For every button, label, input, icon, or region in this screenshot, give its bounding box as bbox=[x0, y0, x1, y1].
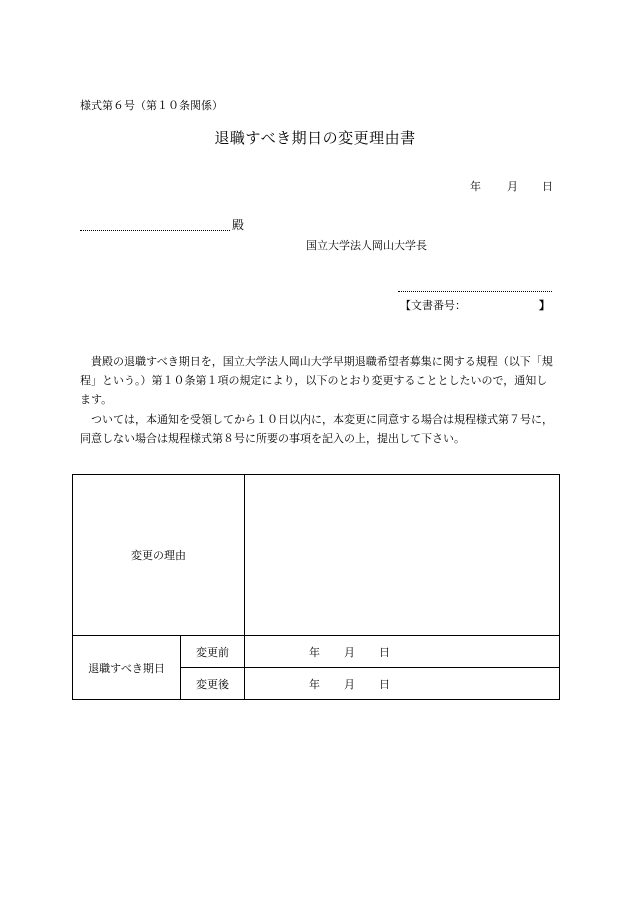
retirement-date-label: 退職すべき期日 bbox=[88, 661, 165, 675]
reason-input-cell[interactable] bbox=[245, 475, 560, 636]
notice-body bbox=[80, 352, 554, 448]
before-year-label: 年 bbox=[309, 645, 320, 659]
issue-date-month-label: 月 bbox=[507, 180, 518, 193]
issue-date-year-label: 年 bbox=[470, 180, 481, 193]
before-change-label: 変更前 bbox=[196, 645, 229, 659]
form-number: 様式第６号（第１０条関係） bbox=[80, 99, 223, 112]
reason-label: 変更の理由 bbox=[131, 549, 186, 562]
after-change-label-cell bbox=[181, 668, 245, 700]
retirement-date-label-cell bbox=[73, 636, 181, 700]
issue-date-day-label: 日 bbox=[542, 180, 553, 193]
before-change-date-cell[interactable] bbox=[245, 636, 560, 668]
after-change-date-cell[interactable] bbox=[245, 668, 560, 700]
document-number-close-bracket: 】 bbox=[539, 299, 550, 312]
document-number-line bbox=[398, 290, 552, 292]
after-day-label: 日 bbox=[379, 677, 390, 691]
after-year-label: 年 bbox=[309, 677, 320, 691]
notice-paragraph-2: ついては，本通知を受領してから１０日以内に，本変更に同意する場合は規程様式第７号に，同意しない場合は規程様式第８号に所要の事項を記入の上，提出して下さい。 bbox=[80, 412, 553, 445]
addressee-honorific: 殿 bbox=[232, 218, 245, 232]
reason-label-cell bbox=[73, 475, 245, 636]
addressee-name-line[interactable] bbox=[80, 229, 230, 231]
notice-paragraph-1: 貴殿の退職すべき期日を，国立大学法人岡山大学早期退職希望者募集に関する規程（以下「規程」という。）第１０条第１項の規定により，以下のとおり変更することとしたいので，通知します。 bbox=[80, 355, 553, 407]
before-change-label-cell bbox=[181, 636, 245, 668]
after-month-label: 月 bbox=[344, 677, 355, 691]
before-month-label: 月 bbox=[344, 645, 355, 659]
document-title: 退職すべき期日の変更理由書 bbox=[214, 129, 416, 147]
issuer-name: 国立大学法人岡山大学長 bbox=[306, 239, 427, 252]
after-change-label: 変更後 bbox=[196, 677, 229, 691]
before-day-label: 日 bbox=[379, 645, 390, 659]
document-number-label: 【文書番号： bbox=[400, 299, 466, 312]
change-reason-table bbox=[72, 474, 560, 700]
